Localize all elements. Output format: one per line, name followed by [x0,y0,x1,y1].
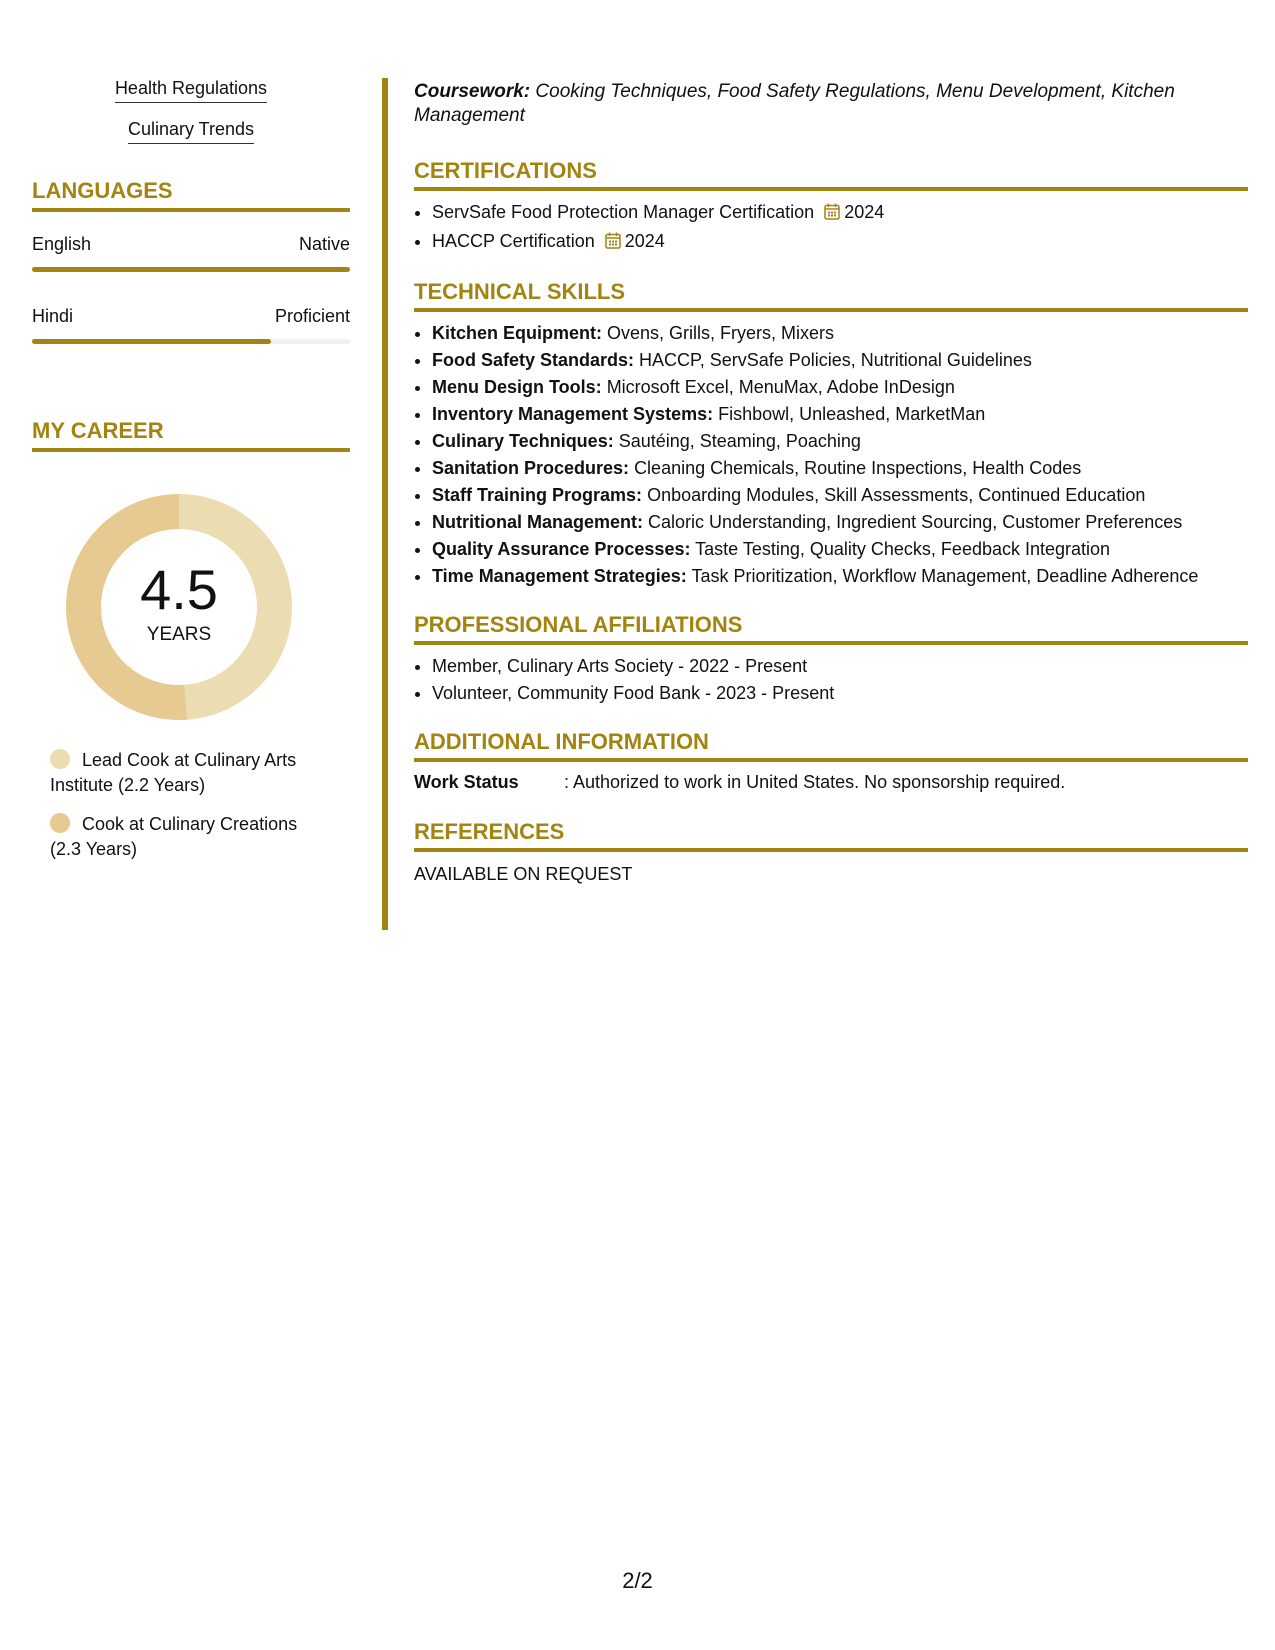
languages-list [32,234,350,344]
language-proficiency-fill [32,339,271,344]
language-row [32,234,350,255]
skill-tags [32,78,350,144]
technical-skill-item [432,320,1248,347]
language-proficiency-fill [32,267,350,272]
languages-heading: LANGUAGES [32,178,350,212]
technical-skill-item [432,482,1248,509]
language-proficiency-bar [32,267,350,272]
language-name: Hindi [32,306,74,326]
technical-skill-item [432,455,1248,482]
skill-values: Caloric Understanding, Ingredient Sourcing, Customer Preferences [648,512,1183,532]
certifications-list [414,199,1248,257]
certification-year: 2024 [844,202,885,222]
technical-skill-item [432,536,1248,563]
skill-category: Time Management Strategies: [432,566,687,586]
language-name: English [32,234,92,254]
certification-item [432,228,1248,257]
column-divider [382,78,388,930]
career-donut-chart [66,494,292,720]
career-legend-label: Lead Cook at Culinary Arts Institute (2.2 Years) [50,750,297,795]
career-legend-item [50,812,320,862]
career-legend-label: Cook at Culinary Creations (2.3 Years) [50,814,298,859]
technical-skill-item [432,563,1248,590]
career-total-value: 4.5 [140,558,218,621]
references-heading: REFERENCES [414,819,1248,852]
career-donut-center [66,494,292,720]
skill-category: Culinary Techniques: [432,431,614,451]
skill-tag-label: Culinary Trends [128,119,254,144]
skill-values: Cleaning Chemicals, Routine Inspections, Health Codes [634,458,1082,478]
skill-values: HACCP, ServSafe Policies, Nutritional Guidelines [639,350,1032,370]
career-legend-dot [50,749,70,769]
work-status-label: Work Status [414,772,519,792]
calendar-icon [824,201,840,228]
skill-values: Task Prioritization, Workflow Management, Deadline Adherence [691,566,1199,586]
certification-item [432,199,1248,228]
skill-values: Fishbowl, Unleashed, MarketMan [718,404,986,424]
references-text: AVAILABLE ON REQUEST [414,864,633,884]
work-status-value: : Authorized to work in United States. No sponsorship required. [564,772,1066,792]
language-proficiency-bar [32,339,350,344]
skill-category: Food Safety Standards: [432,350,635,370]
certifications-heading: CERTIFICATIONS [414,158,1248,191]
coursework [414,80,1248,128]
skill-category: Kitchen Equipment: [432,323,602,343]
affiliations-heading: PROFESSIONAL AFFILIATIONS [414,612,1248,645]
skill-category: Sanitation Procedures: [432,458,630,478]
skill-values: Microsoft Excel, MenuMax, Adobe InDesign [606,377,955,397]
language-item [32,234,350,272]
skill-category: Nutritional Management: [432,512,644,532]
skill-values: Sautéing, Steaming, Poaching [618,431,861,451]
career-total-unit: YEARS [146,624,212,645]
page-number: 2/2 [622,1568,653,1593]
left-column [32,78,350,862]
language-level: Native [298,234,350,254]
technical-skills-heading: TECHNICAL SKILLS [414,279,1248,312]
technical-skills-list [414,320,1248,590]
certification-name: ServSafe Food Protection Manager Certification [432,202,815,222]
additional-info-heading: ADDITIONAL INFORMATION [414,729,1248,762]
career-legend-dot [50,813,70,833]
technical-skill-item [432,401,1248,428]
skill-category: Staff Training Programs: [432,485,643,505]
skill-category: Menu Design Tools: [432,377,602,397]
affiliation-item: • Member, Culinary Arts Society - 2022 - Present [432,653,1248,680]
language-level: Proficient [274,306,350,326]
certification-name: HACCP Certification [432,231,595,251]
certification-year: 2024 [624,231,665,251]
skill-category: Inventory Management Systems: [432,404,714,424]
coursework-label: Coursework: [414,81,531,102]
career-heading: MY CAREER [32,418,350,452]
affiliation-item: • Volunteer, Community Food Bank - 2023 - Present [432,680,1248,707]
skill-values: Onboarding Modules, Skill Assessments, Continued Education [647,485,1146,505]
skill-category: Quality Assurance Processes: [432,539,691,559]
skill-tag [32,78,350,103]
career-legend [32,748,350,862]
calendar-icon [605,230,621,257]
technical-skill-item [432,374,1248,401]
skill-values: Ovens, Grills, Fryers, Mixers [607,323,835,343]
career-legend-item [50,748,320,798]
skill-tag-label: Health Regulations [115,78,267,103]
technical-skill-item [432,428,1248,455]
work-status-row [414,772,1248,793]
language-row [32,306,350,327]
language-item [32,306,350,344]
skill-tag [32,119,350,144]
right-column [414,78,1248,885]
coursework-text: Cooking Techniques, Food Safety Regulations, Menu Development, Kitchen Management [414,81,1175,126]
affiliations-list [414,653,1248,707]
technical-skill-item [432,509,1248,536]
technical-skill-item [432,347,1248,374]
skill-values: Taste Testing, Quality Checks, Feedback Integration [695,539,1111,559]
